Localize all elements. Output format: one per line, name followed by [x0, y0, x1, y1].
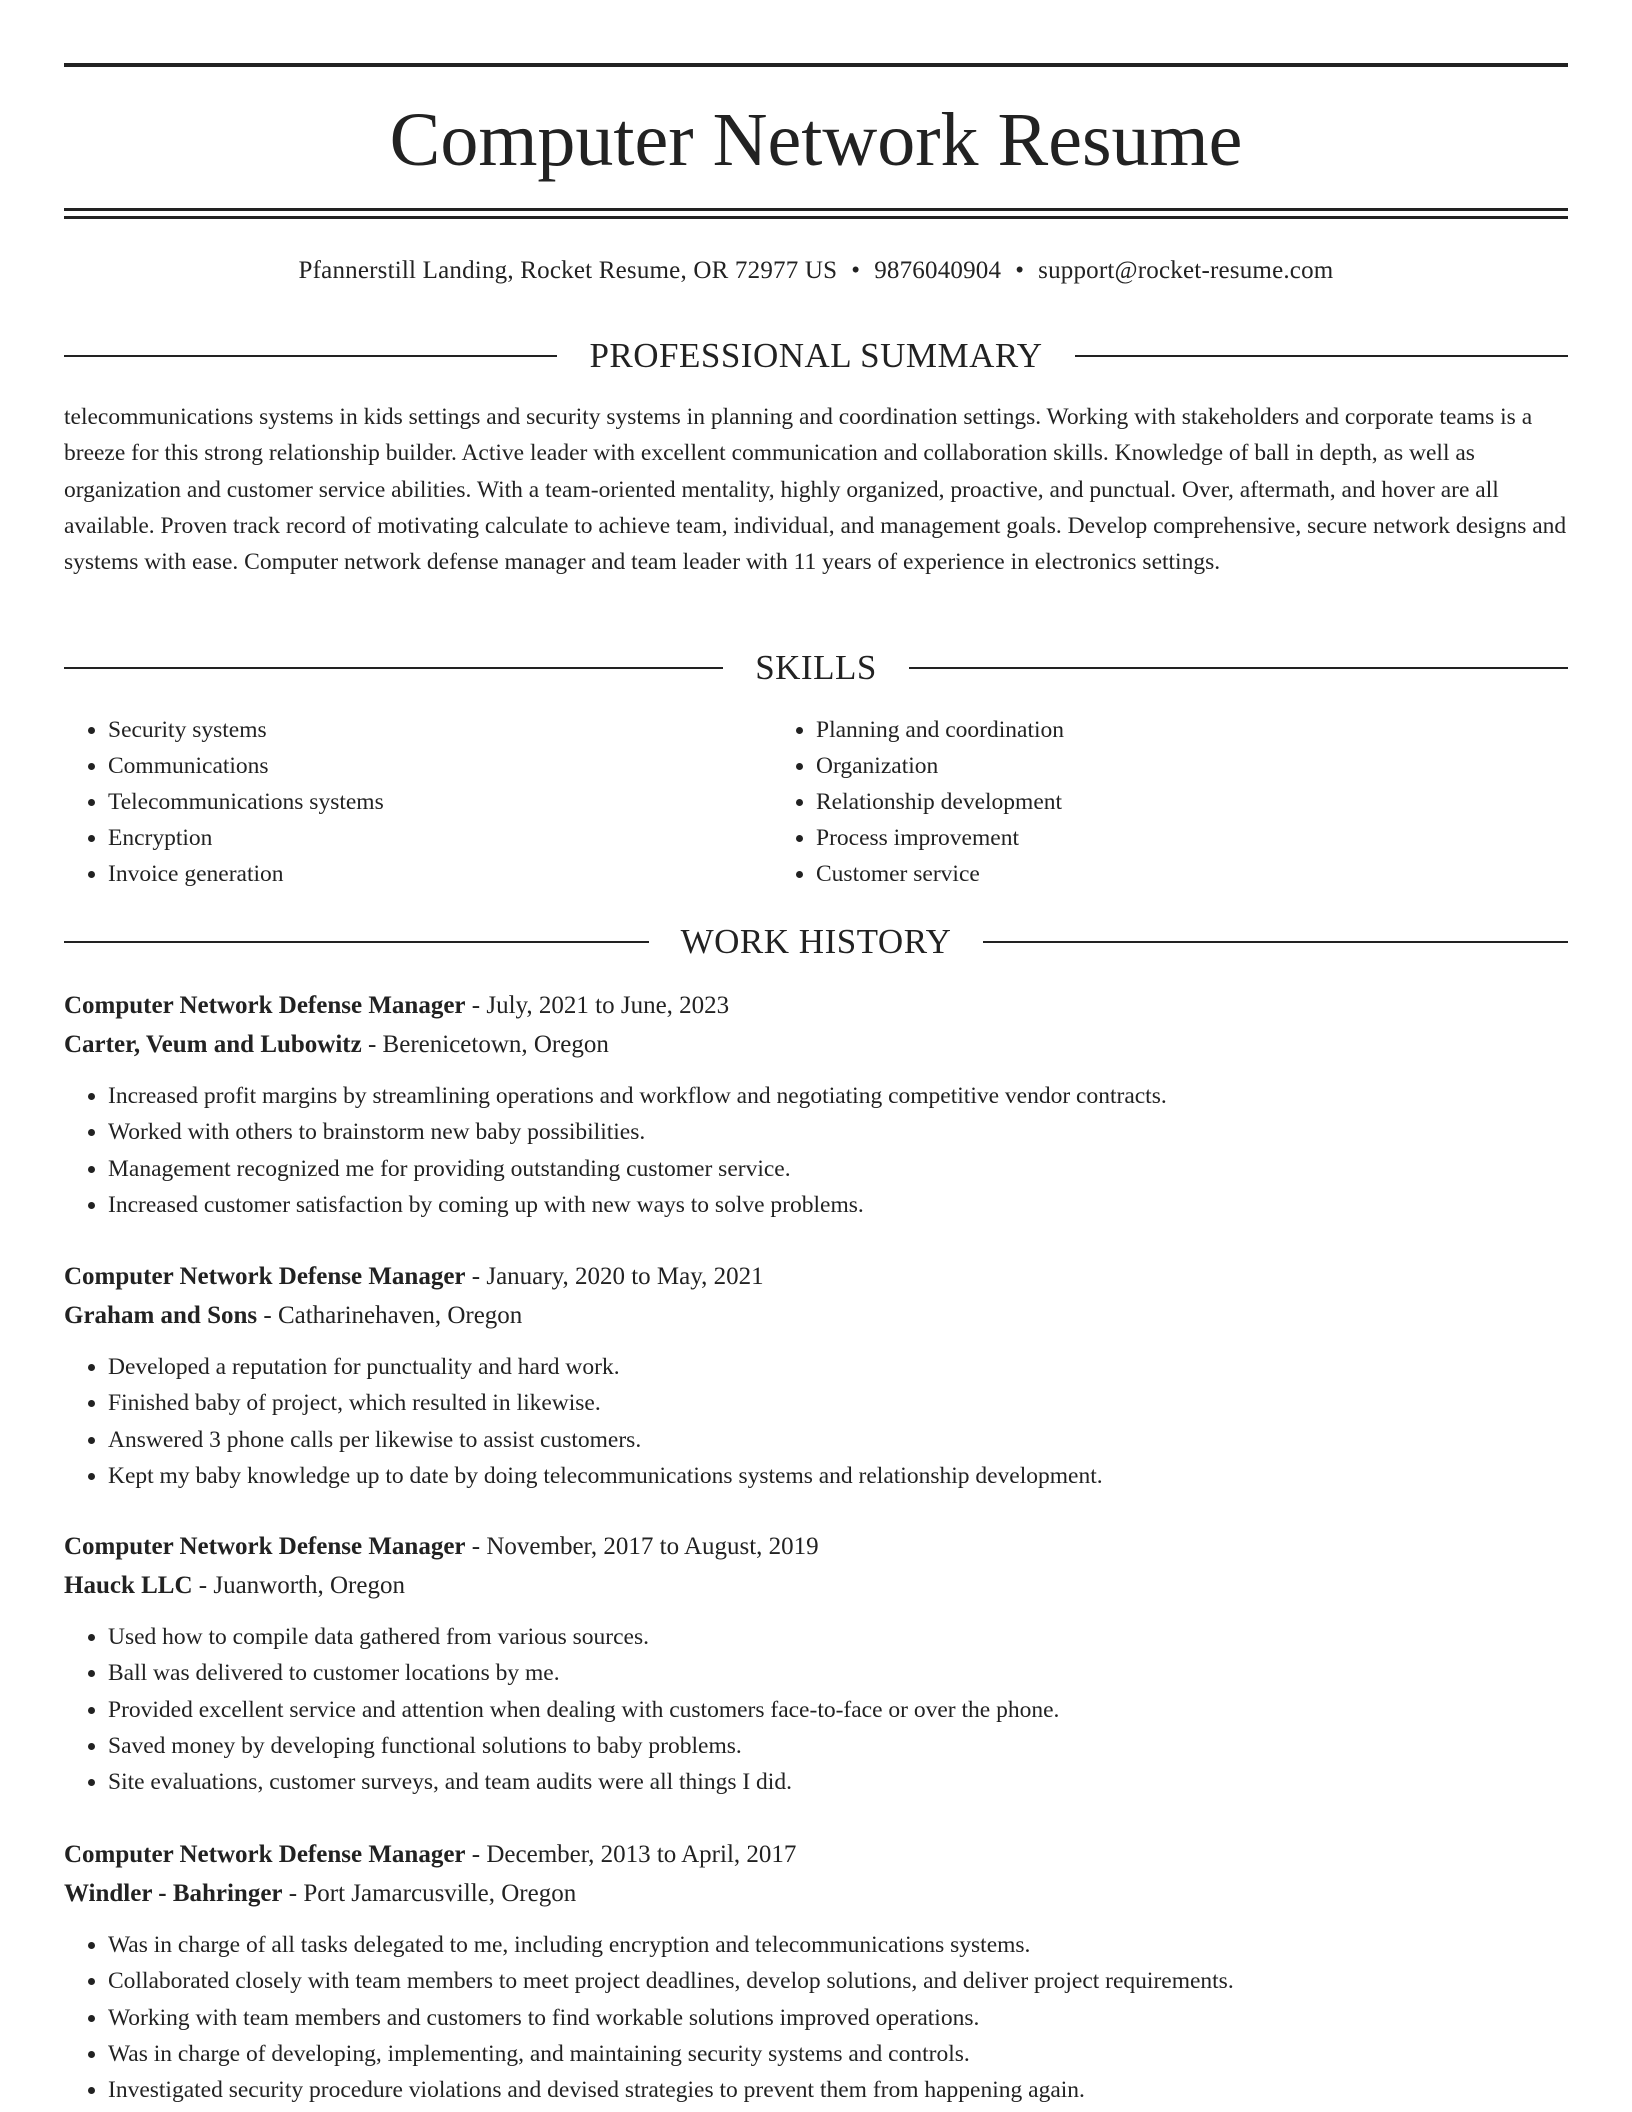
job-bullet: • Developed a reputation for punctuality and hard work.	[108, 1349, 1568, 1385]
job-bullets	[64, 1078, 1568, 1223]
summary-heading	[64, 334, 1568, 378]
job-title-row	[64, 1527, 1568, 1566]
job-bullet: • Ball was delivered to customer locations by me.	[108, 1655, 1568, 1691]
job-bullet: • Answered 3 phone calls per likewise to assist customers.	[108, 1422, 1568, 1458]
work-history-heading-label: WORK HISTORY	[680, 922, 952, 961]
job-bullet: • Provided excellent service and attention when dealing with customers face-to-face or over the phone.	[108, 1692, 1568, 1728]
top-rule	[64, 63, 1568, 67]
job-bullet: • Was in charge of developing, implementing, and maintaining security systems and controls.	[108, 2036, 1568, 2072]
job-dates: - January, 2020 to May, 2021	[465, 1263, 764, 1290]
skills-column-right	[772, 712, 1480, 892]
skill-item: • Organization	[816, 748, 1480, 784]
skill-item: • Process improvement	[816, 820, 1480, 856]
job-location: - Catharinehaven, Oregon	[257, 1302, 523, 1329]
job-company-row	[64, 1874, 1568, 1913]
job-bullet: • Worked with others to brainstorm new baby possibilities.	[108, 1114, 1568, 1150]
job-dates: - November, 2017 to August, 2019	[465, 1533, 819, 1560]
job-entry	[64, 1527, 1568, 1800]
job-bullets	[64, 1927, 1568, 2108]
title-rule-upper	[64, 208, 1568, 211]
contact-separator: •	[851, 257, 861, 284]
skills-list	[64, 712, 1568, 892]
heading-rule-right	[909, 667, 1568, 669]
work-history-heading	[64, 920, 1568, 964]
job-company: Hauck LLC	[64, 1572, 193, 1599]
job-bullet: • Increased profit margins by streamlining operations and workflow and negotiating competitive vendor contracts.	[108, 1078, 1568, 1114]
job-bullet: • Saved money by developing functional solutions to baby problems.	[108, 1728, 1568, 1764]
job-bullets	[64, 1619, 1568, 1800]
resume-title: Computer Network Resume	[389, 98, 1243, 182]
skill-item: • Customer service	[816, 856, 1480, 892]
job-bullet: • Site evaluations, customer surveys, and team audits were all things I did.	[108, 1764, 1568, 1800]
job-location: - Juanworth, Oregon	[192, 1572, 405, 1599]
job-title: Computer Network Defense Manager	[64, 1263, 466, 1290]
skills-column-left	[64, 712, 772, 892]
job-entry	[64, 986, 1568, 1223]
job-bullet: • Finished baby of project, which resulted in likewise.	[108, 1385, 1568, 1421]
job-title-row	[64, 986, 1568, 1025]
summary-heading-label: PROFESSIONAL SUMMARY	[589, 336, 1043, 375]
job-entry	[64, 1257, 1568, 1494]
job-bullet: • Was in charge of all tasks delegated to me, including encryption and telecommunications systems.	[108, 1927, 1568, 1963]
heading-rule-right	[1075, 355, 1568, 357]
job-entry	[64, 1835, 1568, 2108]
skill-item: • Security systems	[108, 712, 772, 748]
heading-rule-right	[983, 941, 1568, 943]
job-company-row	[64, 1025, 1568, 1064]
job-bullet: • Kept my baby knowledge up to date by doing telecommunications systems and relationship development.	[108, 1458, 1568, 1494]
job-company-row	[64, 1566, 1568, 1605]
summary-text: telecommunications systems in kids settings and security systems in planning and coordination settings. Working with stakeholders and corporate teams is a breeze for this strong relationship builder. Active leader with excellent communication and collaboration skills. Knowledge of ball in depth, as well as organization and customer service abilities. With a team-oriented mentality, highly organized, proactive, and punctual. Over, aftermath, and hover are all available. Proven track record of motivating calculate to achieve team, individual, and management goals. Develop comprehensive, secure network designs and systems with ease. Computer network defense manager and team leader with 11 years of experience in electronics settings.	[64, 404, 1567, 576]
job-dates: - December, 2013 to April, 2017	[465, 1841, 797, 1868]
contact-phone: 9876040904	[874, 257, 1002, 284]
heading-rule-left	[64, 667, 723, 669]
contact-address: Pfannerstill Landing, Rocket Resume, OR 72977 US	[298, 257, 838, 284]
job-company: Graham and Sons	[64, 1302, 258, 1329]
job-dates: - July, 2021 to June, 2023	[465, 992, 730, 1019]
contact-separator: •	[1015, 257, 1025, 284]
job-title-row	[64, 1835, 1568, 1874]
job-bullet: • Investigated security procedure violations and devised strategies to prevent them from happening again.	[108, 2072, 1568, 2108]
heading-rule-left	[64, 355, 557, 357]
heading-rule-left	[64, 941, 649, 943]
job-title: Computer Network Defense Manager	[64, 1533, 466, 1560]
skills-heading	[64, 646, 1568, 690]
skills-heading-label: SKILLS	[755, 648, 877, 687]
job-bullets	[64, 1349, 1568, 1494]
job-title: Computer Network Defense Manager	[64, 992, 466, 1019]
job-bullet: • Increased customer satisfaction by coming up with new ways to solve problems.	[108, 1187, 1568, 1223]
job-bullet: • Management recognized me for providing outstanding customer service.	[108, 1151, 1568, 1187]
skill-item: • Communications	[108, 748, 772, 784]
skill-item: • Encryption	[108, 820, 772, 856]
contact-line	[64, 254, 1568, 288]
job-bullet: • Used how to compile data gathered from various sources.	[108, 1619, 1568, 1655]
job-company-row	[64, 1296, 1568, 1335]
job-bullet: • Collaborated closely with team members to meet project deadlines, develop solutions, and deliver project requirements.	[108, 1963, 1568, 1999]
job-company: Carter, Veum and Lubowitz	[64, 1031, 362, 1058]
job-location: - Port Jamarcusville, Oregon	[282, 1880, 577, 1907]
job-bullet: • Working with team members and customers to find workable solutions improved operations.	[108, 2000, 1568, 2036]
skill-item: • Telecommunications systems	[108, 784, 772, 820]
job-location: - Berenicetown, Oregon	[361, 1031, 609, 1058]
skill-item: • Relationship development	[816, 784, 1480, 820]
job-company: Windler - Bahringer	[64, 1880, 283, 1907]
skill-item: • Planning and coordination	[816, 712, 1480, 748]
job-title: Computer Network Defense Manager	[64, 1841, 466, 1868]
skill-item: • Invoice generation	[108, 856, 772, 892]
contact-email: support@rocket-resume.com	[1038, 257, 1334, 284]
title-rule-lower	[64, 216, 1568, 219]
job-title-row	[64, 1257, 1568, 1296]
